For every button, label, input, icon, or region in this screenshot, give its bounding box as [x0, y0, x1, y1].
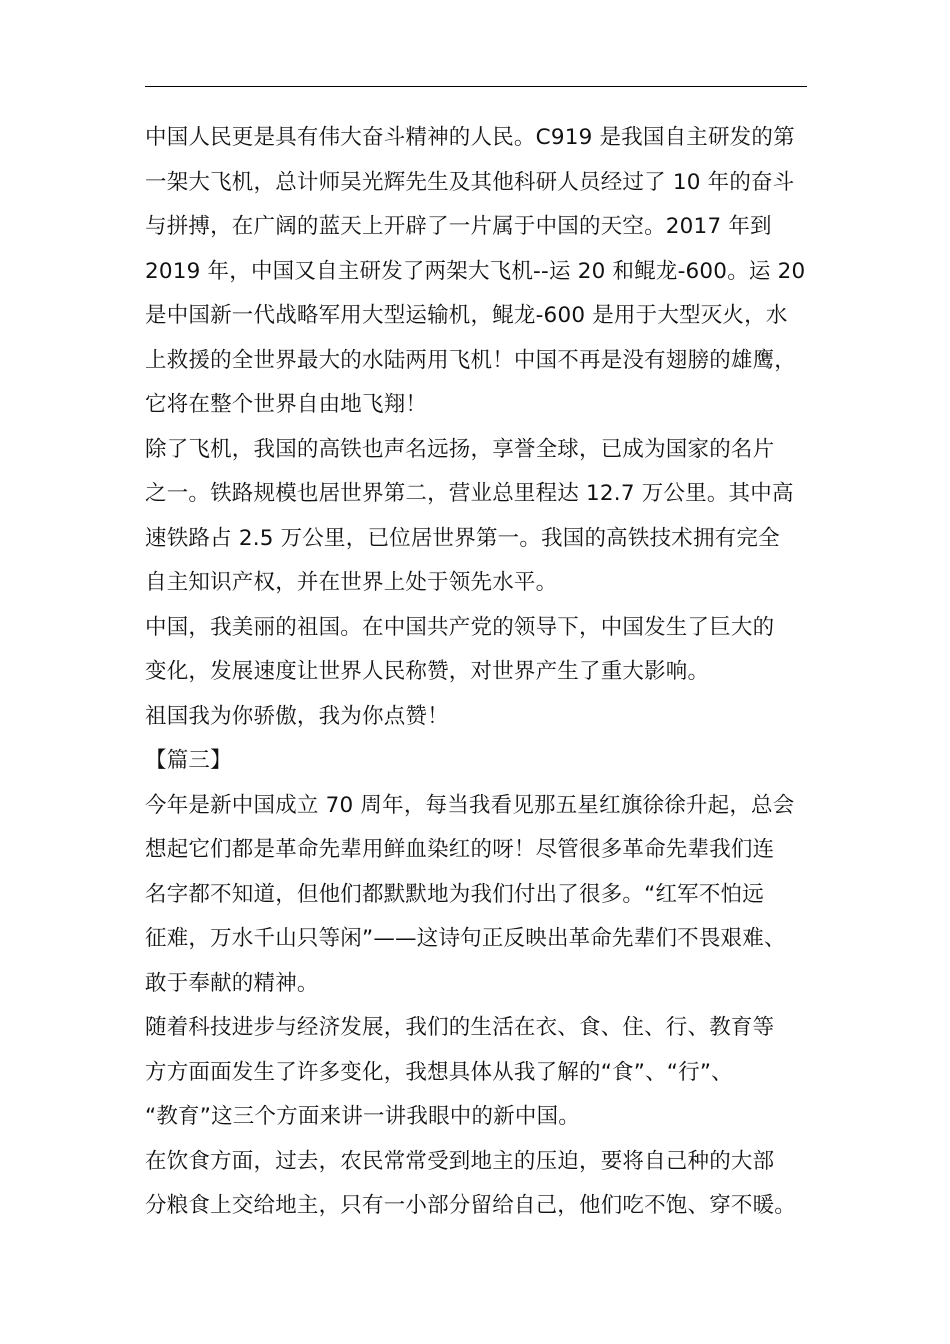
section-heading: 【篇三】 [145, 748, 232, 773]
text-line: “教育”这三个方面来讲一讲我眼中的新中国。 [145, 1104, 580, 1129]
header-rule [145, 86, 807, 87]
text-line: 变化，发展速度让世界人民称赞，对世界产生了重大影响。 [145, 659, 710, 684]
text-line: 想起它们都是革命先辈用鲜血染红的呀！尽管很多革命先辈我们连 [145, 837, 775, 862]
text-line: 是中国新一代战略军用大型运输机，鲲龙-600 是用于大型灭火，水 [145, 303, 788, 328]
text-line: 上救援的全世界最大的水陆两用飞机！中国不再是没有翅膀的雄鹰， [145, 347, 797, 373]
text-line: 之一。铁路规模也居世界第二，营业总里程达 12.7 万公里。其中高 [145, 481, 794, 506]
text-line: 它将在整个世界自由地飞翔！ [145, 392, 428, 417]
document-body [145, 116, 809, 1229]
text-line: 除了飞机，我国的高铁也声名远扬，享誉全球，已成为国家的名片 [145, 436, 775, 462]
text-line: 一架大飞机，总计师吴光辉先生及其他科研人员经过了 10 年的奋斗 [145, 169, 795, 195]
text-line: 方方面面发生了许多变化，我想具体从我了解的“食”、“行”、 [145, 1059, 733, 1085]
text-line: 随着科技进步与经济发展，我们的生活在衣、食、住、行、教育等 [145, 1015, 775, 1040]
text-line: 速铁路占 2.5 万公里，已位居世界第一。我国的高铁技术拥有完全 [145, 525, 780, 551]
text-line: 自主知识产权，并在世界上处于领先水平。 [145, 570, 558, 595]
text-line: 在饮食方面，过去，农民常常受到地主的压迫，要将自己种的大部 [145, 1148, 775, 1174]
text-line: 敢于奉献的精神。 [145, 970, 319, 996]
text-line: 2019 年，中国又自主研发了两架大飞机--运 20 和鲲龙-600。运 20 [145, 258, 806, 284]
text-line: 中国，我美丽的祖国。在中国共产党的领导下，中国发生了巨大的 [145, 614, 775, 640]
text-line: 今年是新中国成立 70 周年，每当我看见那五星红旗徐徐升起，总会 [145, 792, 795, 818]
text-line: 分粮食上交给地主，只有一小部分留给自己，他们吃不饱、穿不暖。 [145, 1193, 797, 1218]
text-line: 名字都不知道，但他们都默默地为我们付出了很多。“红军不怕远 [145, 881, 764, 907]
text-line: 与拼搏，在广阔的蓝天上开辟了一片属于中国的天空。2017 年到 [145, 214, 772, 239]
text-line: 祖国我为你骄傲，我为你点赞！ [145, 703, 449, 729]
text-line: 征难，万水千山只等闲”——这诗句正反映出革命先辈们不畏艰难、 [145, 926, 786, 951]
text-line: 中国人民更是具有伟大奋斗精神的人民。C919 是我国自主研发的第 [145, 125, 795, 150]
